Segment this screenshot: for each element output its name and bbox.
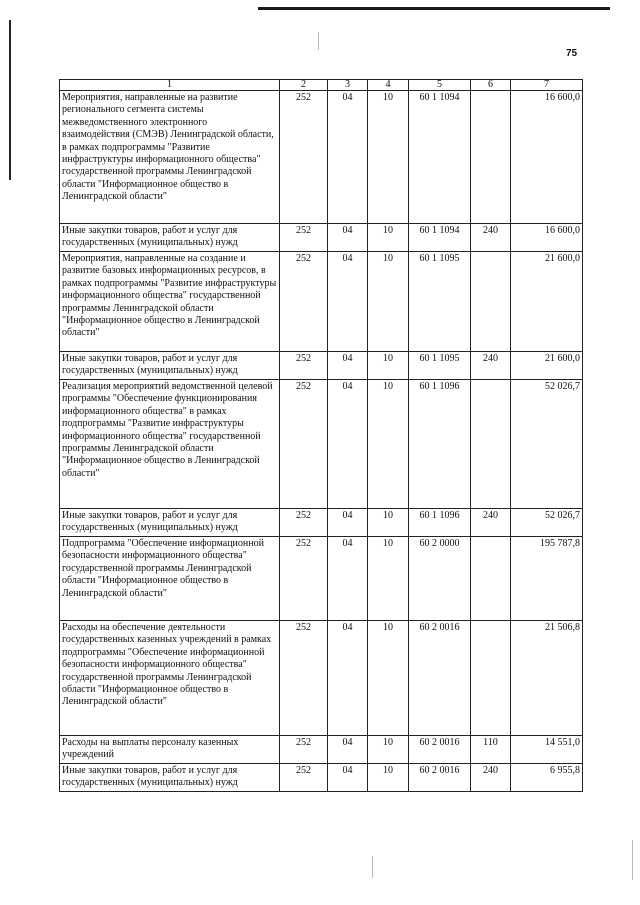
top-scan-rule [258,7,610,10]
row-col-7: 6 955,8 [511,764,583,792]
header-col-3: 3 [328,80,368,91]
row-col-4: 10 [368,352,409,380]
row-name: Расходы на обеспечение деятельности государственных казенных учреждений в рамках подпрограммы "Обеспечение информационной безопасности информационного общества" государственной программы Ленинградской области "Информационное общество в Ленинградской области" [60,621,280,736]
row-name: Иные закупки товаров, работ и услуг для государственных (муниципальных) нужд [60,352,280,380]
row-col-4: 10 [368,621,409,736]
row-col-7: 195 787,8 [511,537,583,621]
row-name: Подпрограмма "Обеспечение информационной безопасности информационного общества" государственной программы Ленинградской области "Информационное общество в Ленинградской области" [60,537,280,621]
header-col-7: 7 [511,80,583,91]
row-col-3: 04 [328,509,368,537]
row-col-5: 60 2 0016 [409,764,471,792]
row-col-3: 04 [328,764,368,792]
row-col-2: 252 [280,352,328,380]
row-col-4: 10 [368,509,409,537]
row-name: Мероприятия, направленные на развитие регионального сегмента системы межведомственного электронного взаимодействия (СМЭВ) Ленинградской области, в рамках подпрограммы "Развитие инфраструктуры информационного общества" государственной программы Ленинградской области "Информационное общество в Ленинградской области" [60,91,280,224]
row-col-4: 10 [368,380,409,509]
row-col-7: 16 600,0 [511,91,583,224]
row-col-4: 10 [368,252,409,352]
row-col-6: 110 [471,736,511,764]
row-col-2: 252 [280,380,328,509]
table-row [60,252,583,352]
scan-speck [632,840,633,880]
row-col-3: 04 [328,537,368,621]
table-row [60,509,583,537]
row-col-7: 21 600,0 [511,352,583,380]
row-col-5: 60 2 0016 [409,736,471,764]
row-col-5: 60 1 1095 [409,252,471,352]
row-col-3: 04 [328,380,368,509]
row-col-5: 60 2 0000 [409,537,471,621]
header-col-6: 6 [471,80,511,91]
row-col-2: 252 [280,736,328,764]
left-scan-rule [9,20,11,180]
row-col-7: 14 551,0 [511,736,583,764]
table-row [60,736,583,764]
row-col-2: 252 [280,509,328,537]
row-col-6: 240 [471,509,511,537]
budget-table [59,79,583,792]
row-col-2: 252 [280,252,328,352]
row-col-6 [471,537,511,621]
row-col-7: 21 600,0 [511,252,583,352]
row-col-5: 60 1 1096 [409,509,471,537]
table-row [60,621,583,736]
header-col-5: 5 [409,80,471,91]
row-col-3: 04 [328,352,368,380]
scan-speck [318,32,319,50]
row-col-2: 252 [280,764,328,792]
row-col-3: 04 [328,252,368,352]
row-col-4: 10 [368,764,409,792]
row-col-2: 252 [280,537,328,621]
table-row [60,764,583,792]
row-name: Расходы на выплаты персоналу казенных учреждений [60,736,280,764]
row-col-5: 60 1 1094 [409,224,471,252]
row-col-6 [471,91,511,224]
row-col-5: 60 1 1096 [409,380,471,509]
header-col-4: 4 [368,80,409,91]
table-row [60,352,583,380]
table-row [60,380,583,509]
scan-speck [372,856,373,878]
row-name: Иные закупки товаров, работ и услуг для государственных (муниципальных) нужд [60,764,280,792]
row-name: Иные закупки товаров, работ и услуг для государственных (муниципальных) нужд [60,509,280,537]
row-col-6 [471,380,511,509]
table-row [60,224,583,252]
row-col-2: 252 [280,621,328,736]
row-col-3: 04 [328,736,368,764]
row-col-7: 52 026,7 [511,380,583,509]
row-col-4: 10 [368,537,409,621]
row-col-3: 04 [328,91,368,224]
row-col-7: 21 506,8 [511,621,583,736]
row-col-4: 10 [368,224,409,252]
row-col-2: 252 [280,224,328,252]
row-col-6: 240 [471,764,511,792]
row-col-6: 240 [471,352,511,380]
row-col-6 [471,621,511,736]
row-col-6: 240 [471,224,511,252]
header-col-1: 1 [60,80,280,91]
row-name: Реализация мероприятий ведомственной целевой программы "Обеспечение функционирования информационного общества" в рамках подпрограммы "Развитие инфраструктуры информационного общества" государственной программы Ленинградской области "Информационное общество в Ленинградской области" [60,380,280,509]
row-name: Мероприятия, направленные на создание и развитие базовых информационных ресурсов, в рамках подпрограммы "Развитие инфраструктуры информационного общества" государственной программы Ленинградской области "Информационное общество в Ленинградской области" [60,252,280,352]
row-col-5: 60 1 1095 [409,352,471,380]
row-col-5: 60 2 0016 [409,621,471,736]
header-row [60,80,583,91]
row-col-3: 04 [328,621,368,736]
table-row [60,91,583,224]
row-col-6 [471,252,511,352]
header-col-2: 2 [280,80,328,91]
row-col-4: 10 [368,736,409,764]
table-row [60,537,583,621]
row-col-4: 10 [368,91,409,224]
row-col-2: 252 [280,91,328,224]
row-col-5: 60 1 1094 [409,91,471,224]
row-col-7: 52 026,7 [511,509,583,537]
row-col-7: 16 600,0 [511,224,583,252]
row-col-3: 04 [328,224,368,252]
row-name: Иные закупки товаров, работ и услуг для государственных (муниципальных) нужд [60,224,280,252]
page-number: 75 [566,48,578,59]
